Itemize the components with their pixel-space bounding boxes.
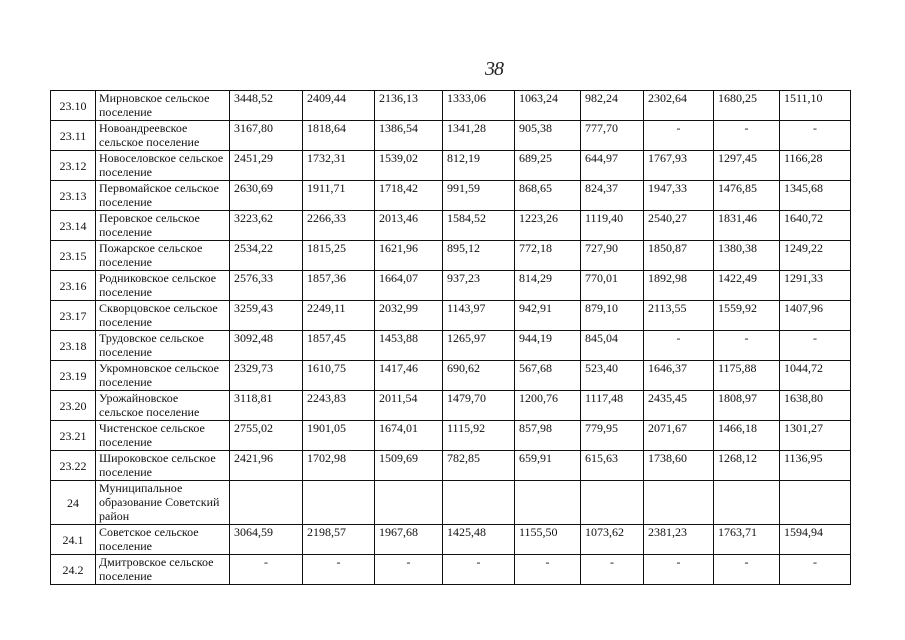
value-cell-7: 2435,45 — [644, 391, 714, 421]
row-index: 23.19 — [51, 361, 96, 391]
row-index: 23.16 — [51, 271, 96, 301]
settlement-name: Чистенское сельское поселение — [96, 421, 230, 451]
value-cell-4: 1143,97 — [443, 301, 515, 331]
value-cell-7: 2540,27 — [644, 211, 714, 241]
value-cell-7: 1850,87 — [644, 241, 714, 271]
value-cell-1: 3259,43 — [230, 301, 303, 331]
row-index: 23.21 — [51, 421, 96, 451]
value-cell-2: 1901,05 — [303, 421, 375, 451]
value-cell-2 — [303, 481, 375, 525]
value-cell-9: 1638,80 — [780, 391, 851, 421]
row-index: 23.17 — [51, 301, 96, 331]
value-cell-3: 1718,42 — [375, 181, 443, 211]
settlement-name: Новоселовское сельское поселение — [96, 151, 230, 181]
value-cell-5: 1063,24 — [515, 91, 581, 121]
table-row — [51, 421, 851, 451]
table-row — [51, 241, 851, 271]
value-cell-1: 3092,48 — [230, 331, 303, 361]
value-cell-6: 1119,40 — [581, 211, 644, 241]
value-cell-2: 1815,25 — [303, 241, 375, 271]
row-index: 23.10 — [51, 91, 96, 121]
value-cell-6: 1117,48 — [581, 391, 644, 421]
value-cell-1: 3064,59 — [230, 525, 303, 555]
settlement-name: Широковское сельское поселение — [96, 451, 230, 481]
value-cell-7: 1767,93 — [644, 151, 714, 181]
value-cell-9: 1249,22 — [780, 241, 851, 271]
value-cell-7: 2113,55 — [644, 301, 714, 331]
row-index: 23.22 — [51, 451, 96, 481]
value-cell-2: 2409,44 — [303, 91, 375, 121]
value-cell-6: 1073,62 — [581, 525, 644, 555]
value-cell-7: 2302,64 — [644, 91, 714, 121]
value-cell-7: - — [644, 555, 714, 585]
value-cell-5: 772,18 — [515, 241, 581, 271]
table-row — [51, 555, 851, 585]
value-cell-9: 1166,28 — [780, 151, 851, 181]
value-cell-1: - — [230, 555, 303, 585]
settlement-name: Урожайновское сельское поселение — [96, 391, 230, 421]
value-cell-7: 2071,67 — [644, 421, 714, 451]
value-cell-2: 2266,33 — [303, 211, 375, 241]
value-cell-4: 991,59 — [443, 181, 515, 211]
value-cell-7 — [644, 481, 714, 525]
value-cell-6: 615,63 — [581, 451, 644, 481]
table-row — [51, 181, 851, 211]
value-cell-4: 1115,92 — [443, 421, 515, 451]
value-cell-2: 2243,83 — [303, 391, 375, 421]
table-row — [51, 121, 851, 151]
value-cell-4: 937,23 — [443, 271, 515, 301]
value-cell-3: 1674,01 — [375, 421, 443, 451]
value-cell-8: 1808,97 — [714, 391, 780, 421]
value-cell-2: 1702,98 — [303, 451, 375, 481]
value-cell-1: 3448,52 — [230, 91, 303, 121]
value-cell-3: 1967,68 — [375, 525, 443, 555]
value-cell-9: 1594,94 — [780, 525, 851, 555]
value-cell-1: 2329,73 — [230, 361, 303, 391]
value-cell-5: 567,68 — [515, 361, 581, 391]
table-row — [51, 301, 851, 331]
value-cell-2: 1818,64 — [303, 121, 375, 151]
row-index: 24 — [51, 481, 96, 525]
value-cell-1: 2421,96 — [230, 451, 303, 481]
settlement-name: Трудовское сельское поселение — [96, 331, 230, 361]
value-cell-7: 2381,23 — [644, 525, 714, 555]
table-row — [51, 271, 851, 301]
value-cell-4: 782,85 — [443, 451, 515, 481]
value-cell-3: 1621,96 — [375, 241, 443, 271]
value-cell-1: 2755,02 — [230, 421, 303, 451]
value-cell-4: 1341,28 — [443, 121, 515, 151]
value-cell-8: - — [714, 555, 780, 585]
value-cell-6: 845,04 — [581, 331, 644, 361]
value-cell-9: 1345,68 — [780, 181, 851, 211]
value-cell-1: 2576,33 — [230, 271, 303, 301]
value-cell-9: 1511,10 — [780, 91, 851, 121]
table-row — [51, 391, 851, 421]
value-cell-2: 1610,75 — [303, 361, 375, 391]
value-cell-3: 1386,54 — [375, 121, 443, 151]
settlement-name: Дмитровское сельское поселение — [96, 555, 230, 585]
value-cell-5: 905,38 — [515, 121, 581, 151]
value-cell-8: 1422,49 — [714, 271, 780, 301]
table-row — [51, 361, 851, 391]
value-cell-3: 2011,54 — [375, 391, 443, 421]
value-cell-9: 1136,95 — [780, 451, 851, 481]
table-row — [51, 451, 851, 481]
value-cell-4: 1425,48 — [443, 525, 515, 555]
value-cell-8 — [714, 481, 780, 525]
value-cell-6: 644,97 — [581, 151, 644, 181]
value-cell-6: - — [581, 555, 644, 585]
table-row — [51, 331, 851, 361]
table-row — [51, 481, 851, 525]
value-cell-6: 523,40 — [581, 361, 644, 391]
settlement-name: Перовское сельское поселение — [96, 211, 230, 241]
value-cell-5: 944,19 — [515, 331, 581, 361]
value-cell-7: 1738,60 — [644, 451, 714, 481]
value-cell-3: 1664,07 — [375, 271, 443, 301]
row-index: 23.20 — [51, 391, 96, 421]
value-cell-8: - — [714, 121, 780, 151]
value-cell-8: 1268,12 — [714, 451, 780, 481]
value-cell-9: - — [780, 555, 851, 585]
settlement-name: Советское сельское поселение — [96, 525, 230, 555]
settlement-name: Первомайское сельское поселение — [96, 181, 230, 211]
value-cell-6: 777,70 — [581, 121, 644, 151]
value-cell-1: 3167,80 — [230, 121, 303, 151]
table-row — [51, 525, 851, 555]
table-row — [51, 151, 851, 181]
value-cell-4: 895,12 — [443, 241, 515, 271]
value-cell-3 — [375, 481, 443, 525]
value-cell-6 — [581, 481, 644, 525]
value-cell-9 — [780, 481, 851, 525]
row-index: 23.15 — [51, 241, 96, 271]
row-index: 23.13 — [51, 181, 96, 211]
value-cell-5: 659,91 — [515, 451, 581, 481]
value-cell-5: 857,98 — [515, 421, 581, 451]
value-cell-1: 3223,62 — [230, 211, 303, 241]
value-cell-4: 1479,70 — [443, 391, 515, 421]
value-cell-8: 1763,71 — [714, 525, 780, 555]
settlement-name: Муниципальное образование Советский район — [96, 481, 230, 525]
value-cell-3: 2136,13 — [375, 91, 443, 121]
value-cell-4: 690,62 — [443, 361, 515, 391]
value-cell-3: 2013,46 — [375, 211, 443, 241]
row-index: 23.14 — [51, 211, 96, 241]
value-cell-3: 1453,88 — [375, 331, 443, 361]
value-cell-6: 727,90 — [581, 241, 644, 271]
value-cell-4 — [443, 481, 515, 525]
value-cell-4: 1333,06 — [443, 91, 515, 121]
value-cell-5: 868,65 — [515, 181, 581, 211]
value-cell-5 — [515, 481, 581, 525]
settlement-name: Укромновское сельское поселение — [96, 361, 230, 391]
settlement-name: Скворцовское сельское поселение — [96, 301, 230, 331]
value-cell-4: 1584,52 — [443, 211, 515, 241]
value-cell-5: 814,29 — [515, 271, 581, 301]
value-cell-2: 1857,36 — [303, 271, 375, 301]
value-cell-8: 1831,46 — [714, 211, 780, 241]
value-cell-8: 1559,92 — [714, 301, 780, 331]
value-cell-2: 1911,71 — [303, 181, 375, 211]
value-cell-9: 1407,96 — [780, 301, 851, 331]
value-cell-5: - — [515, 555, 581, 585]
value-cell-2: 1857,45 — [303, 331, 375, 361]
value-cell-4: - — [443, 555, 515, 585]
value-cell-7: 1646,37 — [644, 361, 714, 391]
value-cell-8: 1297,45 — [714, 151, 780, 181]
value-cell-9: - — [780, 121, 851, 151]
value-cell-5: 942,91 — [515, 301, 581, 331]
value-cell-6: 879,10 — [581, 301, 644, 331]
value-cell-1: 2534,22 — [230, 241, 303, 271]
value-cell-3: 1509,69 — [375, 451, 443, 481]
value-cell-8: 1476,85 — [714, 181, 780, 211]
value-cell-5: 1223,26 — [515, 211, 581, 241]
tariff-table — [50, 90, 851, 585]
value-cell-2: 1732,31 — [303, 151, 375, 181]
value-cell-1 — [230, 481, 303, 525]
value-cell-9: 1301,27 — [780, 421, 851, 451]
value-cell-1: 3118,81 — [230, 391, 303, 421]
page-number: 38 — [485, 58, 503, 80]
value-cell-7: - — [644, 331, 714, 361]
value-cell-7: 1892,98 — [644, 271, 714, 301]
value-cell-4: 812,19 — [443, 151, 515, 181]
value-cell-5: 1200,76 — [515, 391, 581, 421]
value-cell-6: 982,24 — [581, 91, 644, 121]
value-cell-6: 824,37 — [581, 181, 644, 211]
value-cell-1: 2630,69 — [230, 181, 303, 211]
value-cell-1: 2451,29 — [230, 151, 303, 181]
value-cell-3: - — [375, 555, 443, 585]
row-index: 24.2 — [51, 555, 96, 585]
value-cell-7: - — [644, 121, 714, 151]
value-cell-9: 1640,72 — [780, 211, 851, 241]
settlement-name: Пожарское сельское поселение — [96, 241, 230, 271]
table-body — [51, 91, 851, 585]
value-cell-5: 1155,50 — [515, 525, 581, 555]
value-cell-8: 1175,88 — [714, 361, 780, 391]
value-cell-9: 1044,72 — [780, 361, 851, 391]
value-cell-4: 1265,97 — [443, 331, 515, 361]
value-cell-9: - — [780, 331, 851, 361]
value-cell-6: 779,95 — [581, 421, 644, 451]
settlement-name: Мирновское сельское поселение — [96, 91, 230, 121]
value-cell-2: 2249,11 — [303, 301, 375, 331]
row-index: 23.18 — [51, 331, 96, 361]
table-row — [51, 211, 851, 241]
value-cell-2: - — [303, 555, 375, 585]
value-cell-8: 1380,38 — [714, 241, 780, 271]
value-cell-6: 770,01 — [581, 271, 644, 301]
value-cell-8: 1466,18 — [714, 421, 780, 451]
value-cell-7: 1947,33 — [644, 181, 714, 211]
value-cell-5: 689,25 — [515, 151, 581, 181]
row-index: 23.11 — [51, 121, 96, 151]
settlement-name: Родниковское сельское поселение — [96, 271, 230, 301]
value-cell-3: 2032,99 — [375, 301, 443, 331]
value-cell-9: 1291,33 — [780, 271, 851, 301]
settlement-name: Новоандреевское сельское поселение — [96, 121, 230, 151]
value-cell-8: 1680,25 — [714, 91, 780, 121]
value-cell-8: - — [714, 331, 780, 361]
value-cell-3: 1417,46 — [375, 361, 443, 391]
table-row — [51, 91, 851, 121]
value-cell-3: 1539,02 — [375, 151, 443, 181]
row-index: 23.12 — [51, 151, 96, 181]
value-cell-2: 2198,57 — [303, 525, 375, 555]
row-index: 24.1 — [51, 525, 96, 555]
